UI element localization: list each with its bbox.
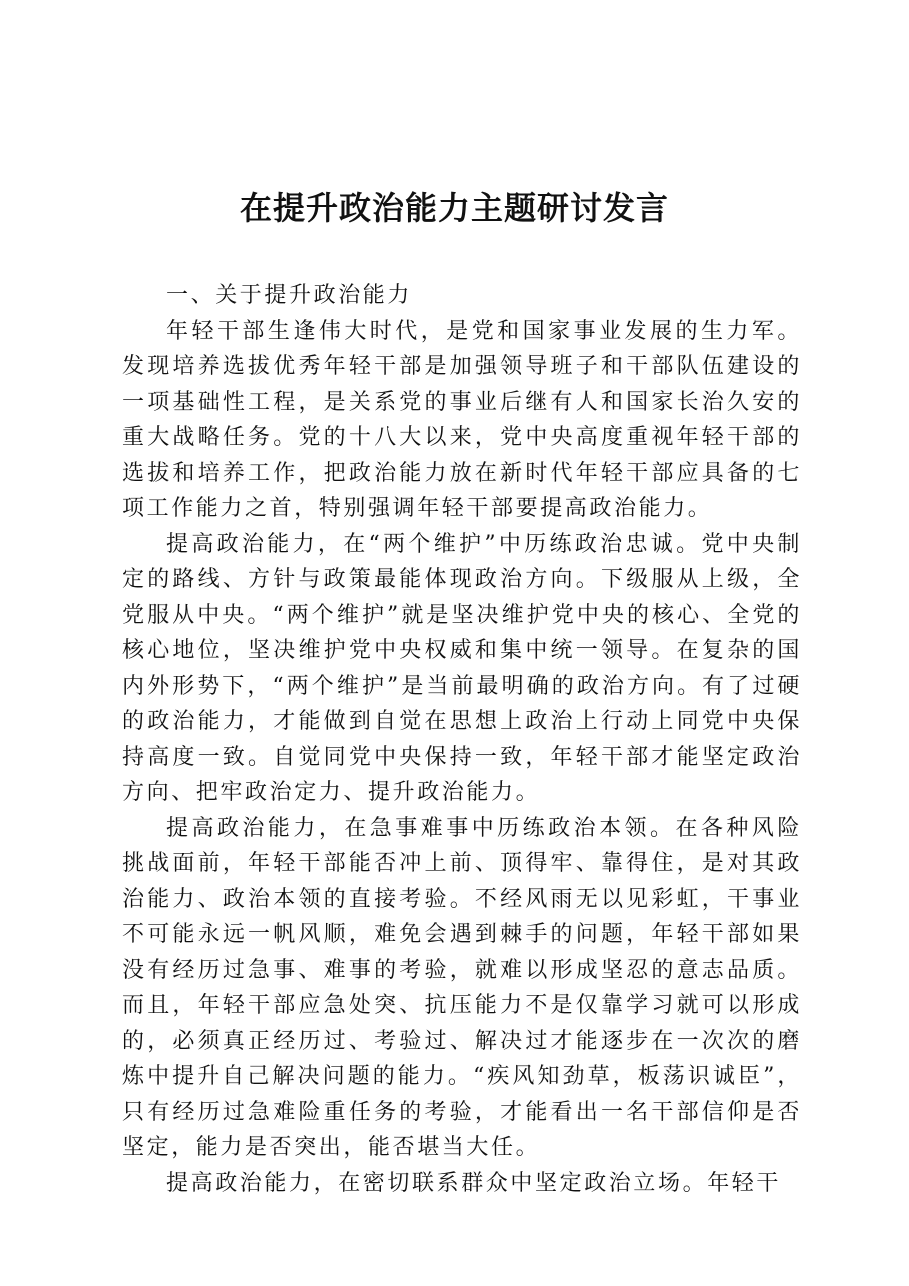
paragraph-1: 年轻干部生逢伟大时代，是党和国家事业发展的生力军。发现培养选拔优秀年轻干部是加强领导班子和干部队伍建设的一项基础性工程，是关系党的事业后继有人和国家长治久安的重大战略任务。党的十八大以来，党中央高度重视年轻干部的选拔和培养工作，把政治能力放在新时代年轻干部应具备的七项工作能力之首，特别强调年轻干部要提高政治能力。 [122,318,802,521]
paragraph-2: 提高政治能力，在“两个维护”中历练政治忠诚。党中央制定的路线、方针与政策最能体现政治方向。下级服从上级，全党服从中央。“两个维护”就是坚决维护党中央的核心、全党的核心地位，坚决维护党中央权威和集中统一领导。在复杂的国内外形势下，“两个维护”是当前最明确的政治方向。有了过硬的政治能力，才能做到自觉在思想上政治上行动上同党中央保持高度一致。自觉同党中央保持一致，年轻干部才能坚定政治方向、把牢政治定力、提升政治能力。 [122,531,802,805]
paragraph-3: 提高政治能力，在急事难事中历练政治本领。在各种风险挑战面前，年轻干部能否冲上前、顶得牢、靠得住，是对其政治能力、政治本领的直接考验。不经风雨无以见彩虹，干事业不可能永远一帆风顺，难免会遇到棘手的问题，年轻干部如果没有经历过急事、难事的考验，就难以形成坚忍的意志品质。而且，年轻干部应急处突、抗压能力不是仅靠学习就可以形成的，必须真正经历过、考验过、解决过才能逐步在一次次的磨炼中提升自己解决问题的能力。“疾风知劲草，板荡识诚臣”，只有经历过急难险重任务的考验，才能看出一名干部信仰是否坚定，能力是否突出，能否堪当大任。 [122,815,802,1160]
section-heading: 一、关于提升政治能力 [166,283,413,308]
document-body [122,278,802,1201]
document-title: 在提升政治能力主题研讨发言 [239,189,669,227]
paragraph-4: 提高政治能力，在密切联系群众中坚定政治立场。年轻干 [166,1170,782,1196]
